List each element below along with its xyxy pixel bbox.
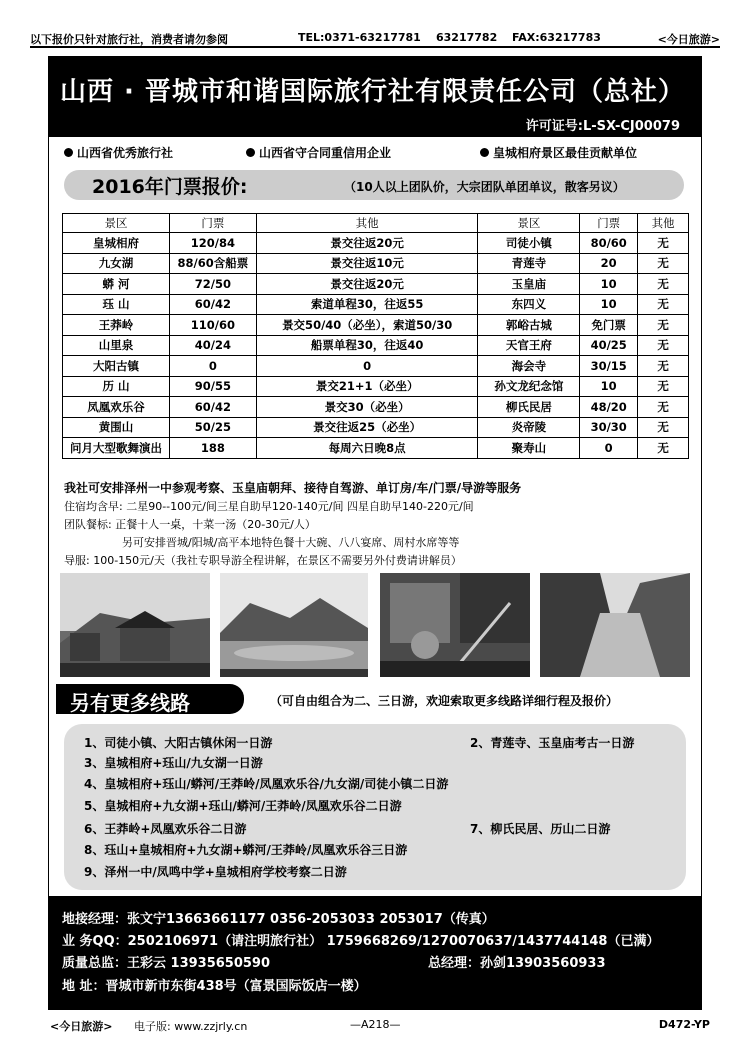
table-cell: 索道单程30，往返55 <box>256 294 478 315</box>
table-cell: 青莲寺 <box>478 253 580 274</box>
table-cell: 无 <box>638 376 689 397</box>
brand-text: <今日旅游> <box>657 33 720 46</box>
table-cell: 90/55 <box>169 376 256 397</box>
more-routes-title: 另有更多线路 <box>56 684 244 714</box>
table-cell: 80/60 <box>580 233 638 254</box>
table-cell: 110/60 <box>169 315 256 336</box>
footer-brand: <今日旅游> <box>50 1020 113 1033</box>
honor-item: 山西省守合同重信用企业 <box>246 144 391 161</box>
photo-ancient-castle <box>60 573 210 677</box>
address-line: 地 址：晋城市新市东街438号（富景国际饭店一楼） <box>62 979 367 994</box>
table-cell: 40/25 <box>580 335 638 356</box>
footer-code: D472-YP <box>658 1018 710 1031</box>
table-row <box>63 315 689 336</box>
table-cell: 天官王府 <box>478 335 580 356</box>
table-cell: 10 <box>580 376 638 397</box>
tel2-text: 63217782 <box>436 31 498 44</box>
honor-item: 山西省优秀旅行社 <box>64 144 173 161</box>
table-row <box>63 397 689 418</box>
notice-text: 以下报价只针对旅行社，消费者请勿参阅 <box>30 33 228 46</box>
guide-info: 导服: 100-150元/天（我社专职导游全程讲解，在景区不需要另外付费请讲解员） <box>64 554 462 567</box>
table-cell: 88/60含船票 <box>169 253 256 274</box>
qq-line: 业 务QQ：2502106971（请注明旅行社） 1759668269/1270070637/1437744148（已满） <box>62 934 660 949</box>
route-item: 1、司徒小镇、大阳古镇休闲一日游 <box>84 736 273 750</box>
table-cell: 孙文龙纪念馆 <box>478 376 580 397</box>
bullet-icon <box>64 148 73 157</box>
table-cell: 问月大型歌舞演出 <box>63 438 170 459</box>
table-cell: 凤凰欢乐谷 <box>63 397 170 418</box>
table-cell: 黄围山 <box>63 417 170 438</box>
route-item: 5、皇城相府+九女湖+珏山/蟒河/王莽岭/凤凰欢乐谷二日游 <box>84 799 402 813</box>
table-row <box>63 274 689 295</box>
table-cell: 无 <box>638 335 689 356</box>
table-cell: 大阳古镇 <box>63 356 170 377</box>
tel-text: TEL:0371-63217781 <box>298 31 421 44</box>
table-cell: 48/20 <box>580 397 638 418</box>
more-routes-note: （可自由组合为二、三日游，欢迎索取更多线路详细行程及报价） <box>270 694 619 708</box>
meal-info: 团队餐标: 正餐十人一桌，十菜一汤（20-30元/人） <box>64 518 316 531</box>
table-cell: 30/15 <box>580 356 638 377</box>
table-cell: 72/50 <box>169 274 256 295</box>
table-row <box>63 294 689 315</box>
table-cell: 玉皇庙 <box>478 274 580 295</box>
table-row <box>63 376 689 397</box>
title-bar <box>48 57 702 137</box>
route-item: 3、皇城相府+珏山/九女湖一日游 <box>84 756 263 770</box>
table-cell: 炎帝陵 <box>478 417 580 438</box>
table-cell: 柳氏民居 <box>478 397 580 418</box>
bullet-icon <box>246 148 255 157</box>
price-table-body <box>63 233 689 459</box>
company-title: 山西 · 晋城市和谐国际旅行社有限责任公司（总社） <box>60 77 685 107</box>
top-bar <box>30 30 720 48</box>
price-banner-title: 2016年门票报价: <box>92 176 248 198</box>
table-cell: 无 <box>638 397 689 418</box>
table-cell: 50/25 <box>169 417 256 438</box>
table-cell: 景交往返25（必坐） <box>256 417 478 438</box>
table-cell: 120/84 <box>169 233 256 254</box>
table-cell: 王莽岭 <box>63 315 170 336</box>
table-row <box>63 356 689 377</box>
table-cell: 0 <box>256 356 478 377</box>
table-cell: 景交往返20元 <box>256 274 478 295</box>
price-banner <box>64 170 684 200</box>
header-cell: 其他 <box>638 214 689 233</box>
more-routes-bar <box>48 684 702 714</box>
table-cell: 历 山 <box>63 376 170 397</box>
table-cell: 0 <box>580 438 638 459</box>
table-cell: 郭峪古城 <box>478 315 580 336</box>
table-cell: 东四义 <box>478 294 580 315</box>
table-header-row <box>63 214 689 233</box>
hotel-info: 住宿均含早: 二星90--100元/间三星自助早120-140元/间 四星自助早140-220元/间 <box>64 500 474 513</box>
license-number: 许可证号:L-SX-CJ00079 <box>525 119 680 134</box>
table-cell: 无 <box>638 253 689 274</box>
manager-line: 地接经理：张文宁13663661177 0356-2053033 2053017（传真） <box>62 912 495 927</box>
routes-panel <box>64 724 686 890</box>
table-cell: 船票单程30，往返40 <box>256 335 478 356</box>
table-cell: 每周六日晚8点 <box>256 438 478 459</box>
table-cell: 无 <box>638 438 689 459</box>
table-cell: 60/42 <box>169 294 256 315</box>
footer-web: 电子版: www.zzjrly.cn <box>134 1020 248 1033</box>
table-cell: 海会寺 <box>478 356 580 377</box>
table-cell: 免门票 <box>580 315 638 336</box>
table-cell: 无 <box>638 356 689 377</box>
header-cell: 门票 <box>169 214 256 233</box>
table-cell: 无 <box>638 294 689 315</box>
bullet-icon <box>480 148 489 157</box>
table-cell: 景交21+1（必坐） <box>256 376 478 397</box>
table-row <box>63 417 689 438</box>
table-cell: 0 <box>169 356 256 377</box>
table-cell: 蟒 河 <box>63 274 170 295</box>
services-headline: 我社可安排泽州一中参观考察、玉皇庙朝拜、接待自驾游、单订房/车/门票/导游等服务 <box>64 481 522 495</box>
route-item: 8、珏山+皇城相府+九女湖+蟒河/王莽岭/凤凰欢乐谷三日游 <box>84 843 408 857</box>
table-cell: 景交50/40（必坐），索道50/30 <box>256 315 478 336</box>
table-cell: 10 <box>580 294 638 315</box>
table-cell: 景交往返20元 <box>256 233 478 254</box>
table-cell: 30/30 <box>580 417 638 438</box>
route-item: 2、青莲寺、玉皇庙考古一日游 <box>470 736 635 750</box>
header-cell: 景区 <box>63 214 170 233</box>
table-cell: 无 <box>638 274 689 295</box>
table-cell: 无 <box>638 417 689 438</box>
header-cell: 其他 <box>256 214 478 233</box>
table-cell: 司徒小镇 <box>478 233 580 254</box>
route-item: 4、皇城相府+珏山/蟒河/王莽岭/凤凰欢乐谷/九女湖/司徒小镇二日游 <box>84 777 449 791</box>
quality-line: 质量总监：王彩云 13935650590 <box>62 956 271 971</box>
table-cell: 九女湖 <box>63 253 170 274</box>
photo-old-house <box>380 573 530 677</box>
table-row <box>63 335 689 356</box>
table-cell: 景交30（必坐） <box>256 397 478 418</box>
table-cell: 聚寿山 <box>478 438 580 459</box>
price-banner-note: （10人以上团队价，大宗团队单团单议，散客另议） <box>344 180 625 194</box>
contact-panel <box>48 896 702 1010</box>
table-cell: 无 <box>638 315 689 336</box>
table-row <box>63 253 689 274</box>
header-cell: 景区 <box>478 214 580 233</box>
header-cell: 门票 <box>580 214 638 233</box>
table-row <box>63 438 689 459</box>
table-cell: 40/24 <box>169 335 256 356</box>
table-row <box>63 233 689 254</box>
photo-lake-mountain <box>220 573 368 677</box>
honor-item: 皇城相府景区最佳贡献单位 <box>480 144 637 161</box>
footer <box>50 1012 710 1036</box>
table-cell: 景交往返10元 <box>256 253 478 274</box>
table-cell: 10 <box>580 274 638 295</box>
route-item: 7、柳氏民居、历山二日游 <box>470 822 611 836</box>
photo-river-gorge <box>540 573 690 677</box>
table-cell: 珏 山 <box>63 294 170 315</box>
footer-page: —A218— <box>350 1018 401 1031</box>
fax-text: FAX:63217783 <box>512 31 601 44</box>
table-cell: 无 <box>638 233 689 254</box>
table-cell: 188 <box>169 438 256 459</box>
route-item: 6、王莽岭+凤凰欢乐谷二日游 <box>84 822 247 836</box>
route-item: 9、泽州一中/凤鸣中学+皇城相府学校考察二日游 <box>84 865 347 879</box>
table-cell: 60/42 <box>169 397 256 418</box>
table-cell: 皇城相府 <box>63 233 170 254</box>
meal-info-extra: 另可安排晋城/阳城/高平本地特色餐十大碗、八八宴席、周村水席等等 <box>122 536 460 549</box>
price-table <box>62 213 689 459</box>
table-cell: 山里泉 <box>63 335 170 356</box>
gm-line: 总经理：孙剑13903560933 <box>428 956 606 971</box>
table-cell: 20 <box>580 253 638 274</box>
